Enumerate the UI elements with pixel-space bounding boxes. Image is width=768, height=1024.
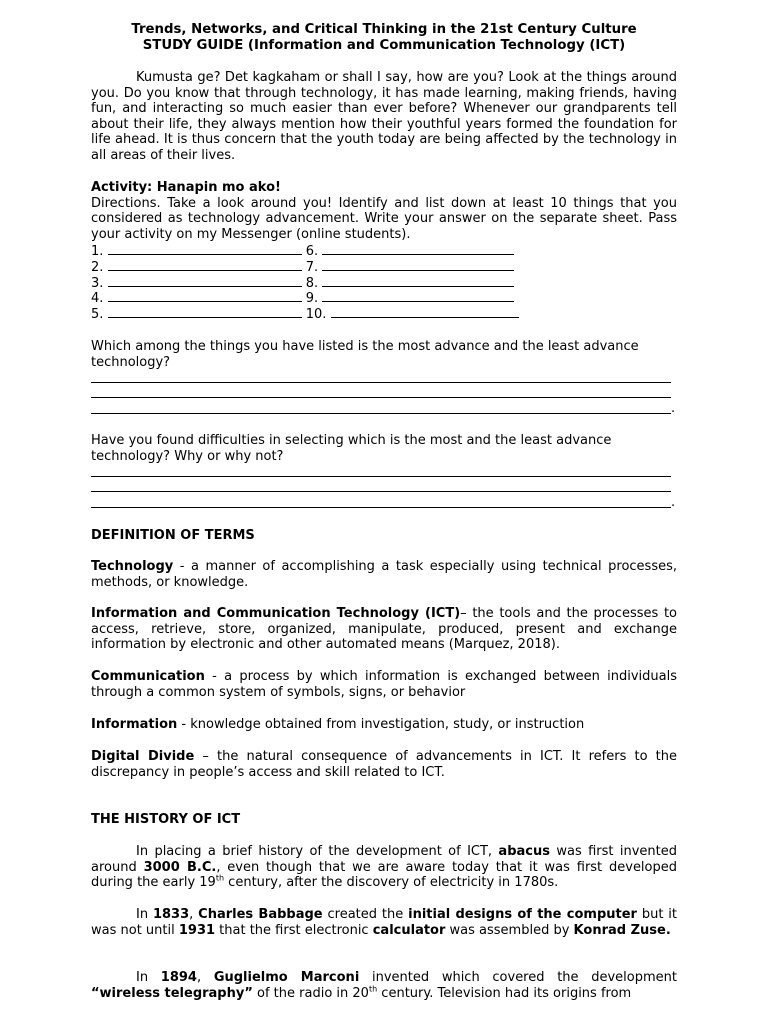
definition-ict: Information and Communication Technology (ICT)– the tools and the processes to access, retrieve, store, organized, manipulate, produced, present and exchange information by electronic and other automated means (Marquez, 2018). (91, 606, 677, 653)
history-paragraph-2: In 1833, Charles Babbage created the initial designs of the computer but it was not until 1931 that the first electronic calculator was assembled by Konrad Zuse. (91, 907, 678, 938)
definitions-heading: DEFINITION OF TERMS (91, 528, 255, 543)
answer-line (91, 386, 677, 402)
question-1-block (91, 339, 677, 417)
history-paragraph-1: In placing a brief history of the development of ICT, abacus was first invented around 3000 B.C., even though that we are aware today that it was first developed during the early 19th century, after the discovery of electricity in 1780s. (91, 844, 678, 891)
list-item: 5. 10. (91, 305, 677, 321)
activity-directions: Directions. Take a look around you! Identify and list down at least 10 things that you considered as technology advancement. Write your answer on the separate sheet. Pass your activity on my Messenger (online students). (91, 195, 677, 242)
definition-information: Information - knowledge obtained from investigation, study, or instruction (91, 717, 585, 732)
title-line-1: Trends, Networks, and Critical Thinking in the 21st Century Culture (131, 22, 637, 37)
list-item: 3. 8. (91, 274, 677, 290)
answer-line (91, 370, 677, 386)
document-title (91, 22, 677, 54)
answer-line (91, 464, 677, 480)
list-item: 2. 7. (91, 258, 677, 274)
activity-section (91, 180, 677, 320)
definition-digital-divide: Digital Divide – the natural consequence of advancements in ICT. It refers to the discrepancy in people’s access and skill related to ICT. (91, 749, 678, 780)
list-item: 4. 9. (91, 289, 677, 305)
answer-line: . (91, 495, 677, 511)
question-1: Which among the things you have listed is the most advance and the least advance technology? (91, 339, 639, 370)
answer-line (91, 480, 677, 496)
history-heading: THE HISTORY OF ICT (91, 812, 241, 827)
intro-paragraph: Kumusta ge? Det kagkaham or shall I say, how are you? Look at the things around you. Do you know that through technology, it has made learning, making friends, having fun, and interacting so much easier than ever before? Whenever our grandparents tell about their life, they always mention how their youthful years formed the foundation for life ahead. It is thus concern that the youth today are being affected by the technology in all areas of their lives. (91, 70, 677, 163)
definition-technology: Technology - a manner of accomplishing a task especially using technical processes, methods, or knowledge. (91, 559, 677, 590)
list-item: 1. 6. (91, 242, 677, 258)
activity-heading: Activity: Hanapin mo ako! (91, 180, 281, 195)
intro-paragraph-block (91, 70, 677, 164)
history-paragraph-3: In 1894, Guglielmo Marconi invented which covered the development “wireless telegraphy” of the radio in 20th century. Television had its origins from (91, 970, 677, 1001)
activity-list (91, 242, 677, 320)
question-2-block (91, 433, 677, 511)
answer-line: . (91, 401, 677, 417)
title-line-2: STUDY GUIDE (Information and Communication Technology (ICT) (142, 38, 626, 53)
question-2: Have you found difficulties in selecting which is the most and the least advance technology? Why or why not? (91, 433, 612, 464)
definition-communication: Communication - a process by which information is exchanged between individuals through a common system of symbols, signs, or behavior (91, 669, 677, 700)
